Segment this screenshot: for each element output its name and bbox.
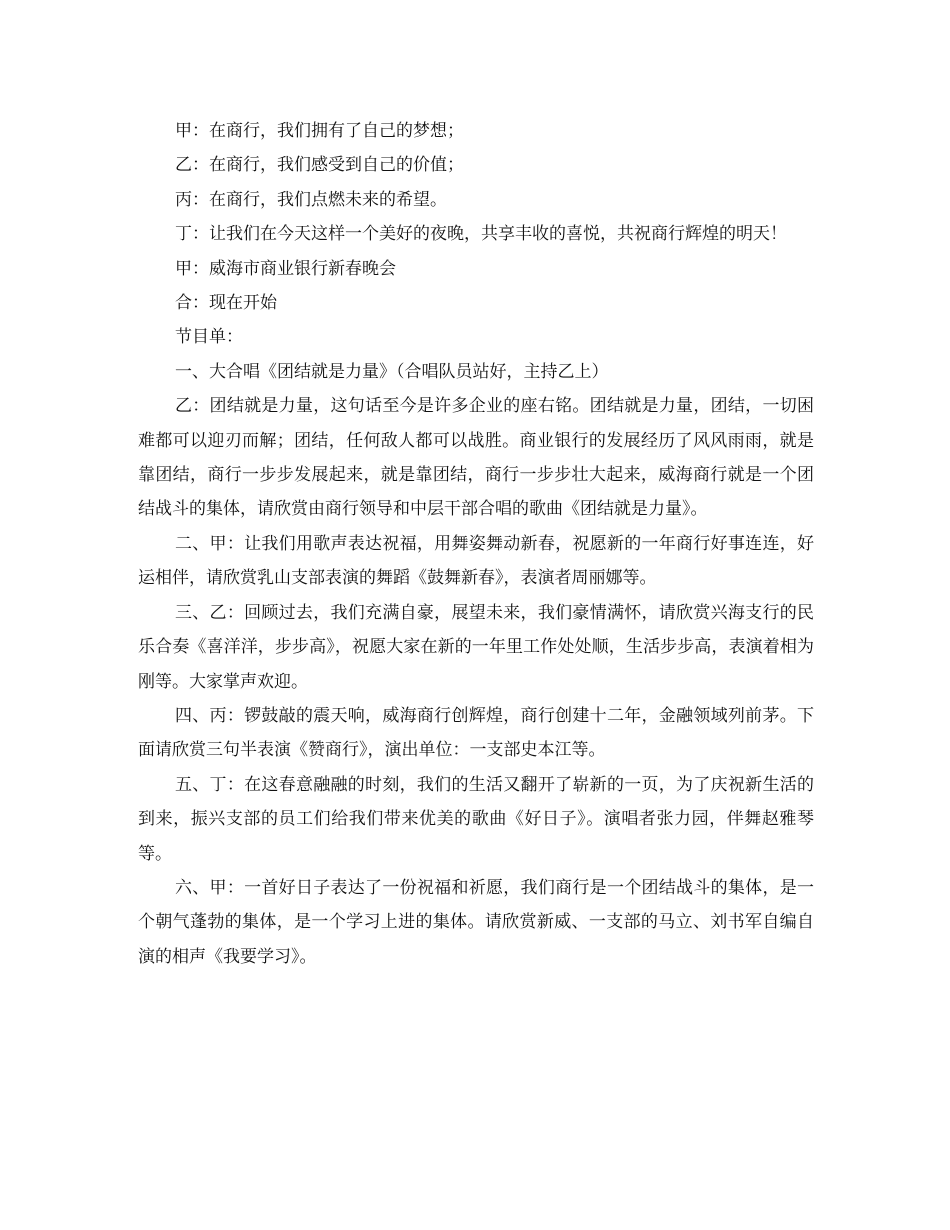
document-body [138, 114, 814, 974]
paragraph-jia-dream: 甲：在商行，我们拥有了自己的梦想； [175, 121, 464, 141]
paragraph-ding-evening: 丁：让我们在今天这样一个美好的夜晚，共享丰收的喜悦，共祝商行辉煌的明天！ [175, 224, 787, 245]
program-item-5: 五、丁：在这春意融融的时刻，我们的生活又翻开了崭新的一页，为了庆祝新生活的到来，振兴支部的员工们给我们带来优美的歌曲《好日子》。演唱者张力园，伴舞赵雅琴等。 [138, 774, 814, 864]
program-item-3: 三、乙：回顾过去，我们充满自豪，展望未来，我们豪情满怀，请欣赏兴海支行的民乐合奏《喜洋洋，步步高》，祝愿大家在新的一年里工作处处顺，生活步步高，表演着相为刚等。大家掌声欢迎。 [138, 602, 814, 692]
paragraph-bing-hope: 丙：在商行，我们点燃未来的希望。 [175, 189, 447, 210]
program-item-6: 六、甲：一首好日子表达了一份祝福和祈愿，我们商行是一个团结战斗的集体，是一个朝气蓬勃的集体，是一个学习上进的集体。请欣赏新威、一支部的马立、刘书军自编自演的相声《我要学习》。 [138, 877, 814, 967]
paragraph-start: 合：现在开始 [175, 293, 277, 314]
paragraph-yi-value: 乙：在商行，我们感受到自己的价值； [175, 155, 464, 176]
program-item-1-intro: 乙：团结就是力量，这句话至今是许多企业的座右铭。团结就是力量，团结，一切困难都可以迎刃而解；团结，任何敌人都可以战胜。商业银行的发展经历了风风雨雨，就是靠团结，商行一步步发展起来，就是靠团结，商行一步步壮大起来，威海商行就是一个团结战斗的集体，请欣赏由商行领导和中层干部合唱的歌曲《团结就是力量》。 [138, 396, 814, 520]
program-item-2: 二、甲：让我们用歌声表达祝福，用舞姿舞动新春，祝愿新的一年商行好事连连，好运相伴，请欣赏乳山支部表演的舞蹈《鼓舞新春》，表演者周丽娜等。 [138, 533, 814, 589]
program-list-heading: 节目单： [175, 327, 243, 348]
program-item-4: 四、丙：锣鼓敲的震天响，威海商行创辉煌，商行创建十二年，金融领域列前茅。下面请欣赏三句半表演《赞商行》，演出单位：一支部史本江等。 [138, 705, 814, 761]
paragraph-gala-title: 甲：威海市商业银行新春晚会 [175, 258, 396, 279]
program-item-1: 一、大合唱《团结就是力量》（合唱队员站好，主持乙上） [175, 361, 609, 382]
